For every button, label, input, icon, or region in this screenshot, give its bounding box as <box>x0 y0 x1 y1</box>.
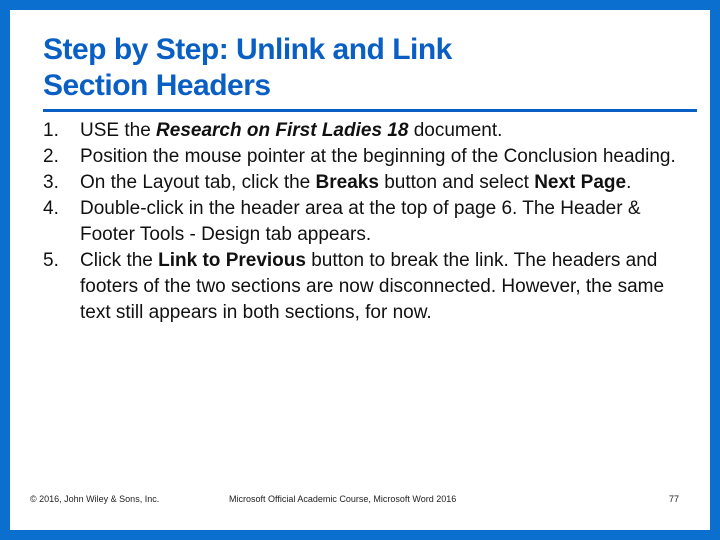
step-text: Link to Previous <box>158 250 306 271</box>
slide-title <box>43 32 683 104</box>
list-item <box>43 118 693 144</box>
step-text: Research on First Ladies 18 <box>156 120 409 141</box>
step-number: 1. <box>43 120 59 141</box>
slide <box>10 10 710 530</box>
list-item <box>43 170 693 196</box>
step-number: 3. <box>43 172 59 193</box>
step-number: 4. <box>43 198 59 219</box>
title-line-1: Step by Step: Unlink and Link <box>43 33 452 66</box>
steps-list <box>43 118 693 326</box>
step-text: On the Layout tab, click the <box>80 172 316 193</box>
footer-page-number: 77 <box>668 494 679 504</box>
step-text: button and select <box>378 172 535 193</box>
step-text: USE the <box>80 120 157 141</box>
step-text: Breaks <box>315 172 379 193</box>
title-divider <box>43 109 697 112</box>
list-item <box>43 144 693 170</box>
step-text: document. <box>408 120 503 141</box>
step-text: button to break the link. The headers and footers of the two sections are now disconnected. However, the same text still appears in both sections, for now. <box>80 250 665 323</box>
step-text: Double-click in the header area at the top of page 6. The Header & Footer Tools - Design tab appears. <box>80 198 641 245</box>
list-item <box>43 196 693 248</box>
step-text: . <box>626 172 632 193</box>
step-text: Position the mouse pointer at the beginning of the Conclusion heading. <box>80 146 676 167</box>
footer-copyright: © 2016, John Wiley & Sons, Inc. <box>30 494 160 504</box>
title-line-2: Section Headers <box>43 69 271 102</box>
step-number: 5. <box>43 250 59 271</box>
list-item <box>43 248 693 326</box>
step-text: Click the <box>80 250 159 271</box>
footer-course: Microsoft Official Academic Course, Microsoft Word 2016 <box>229 494 457 504</box>
step-text: Next Page <box>534 172 627 193</box>
step-number: 2. <box>43 146 59 167</box>
